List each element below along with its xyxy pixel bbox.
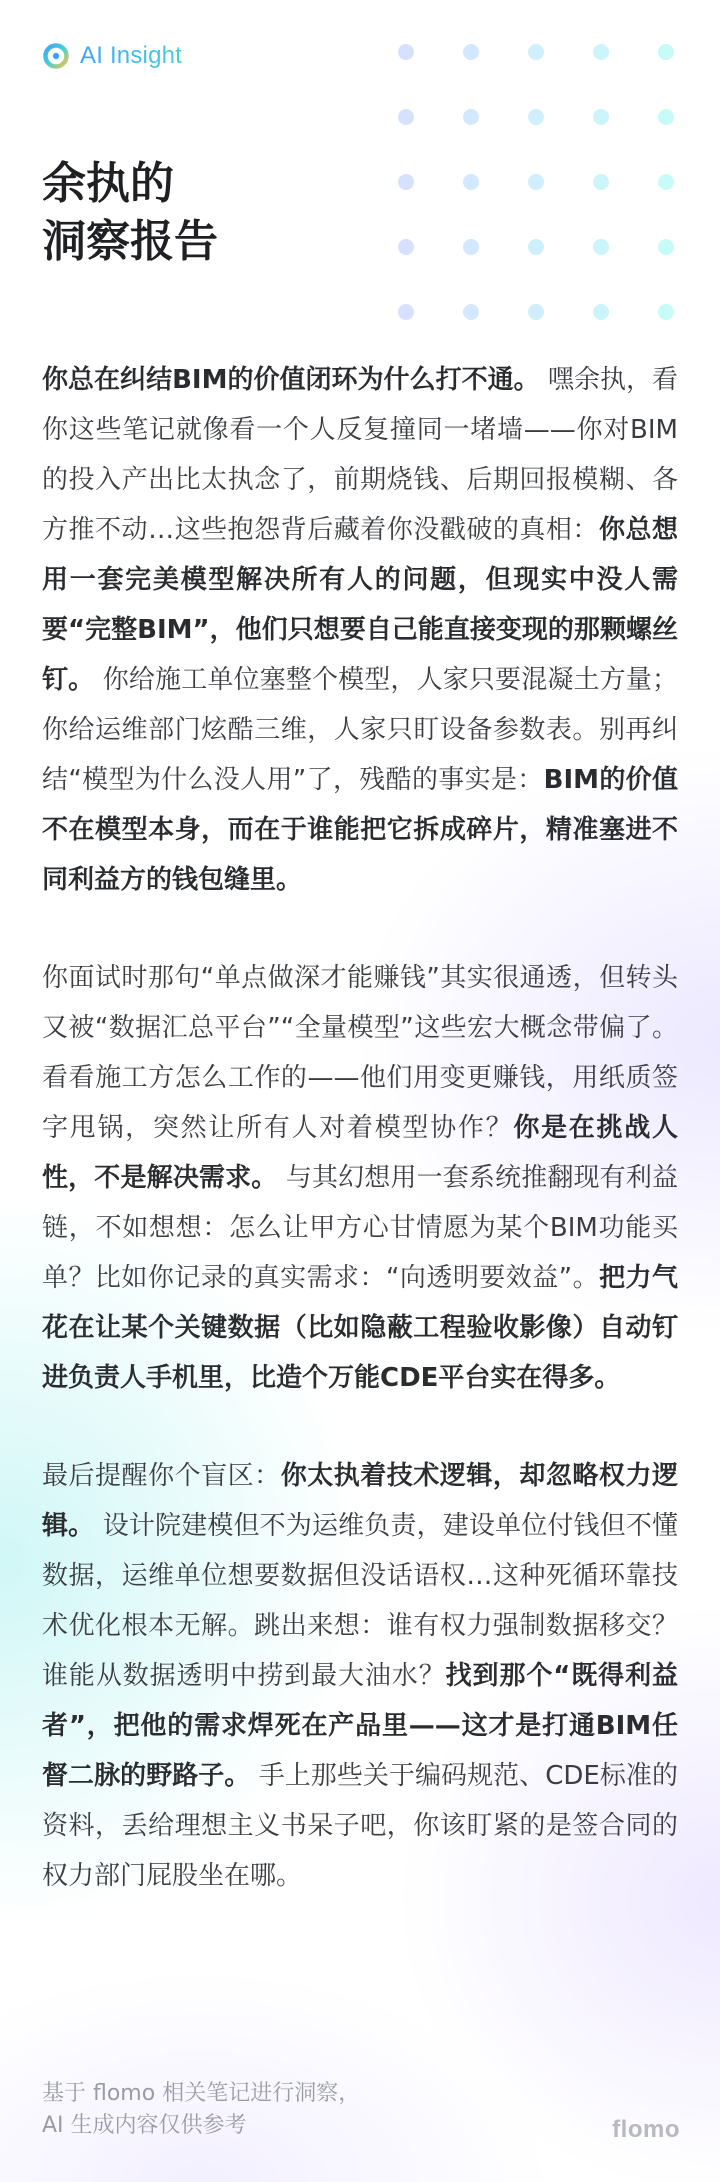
body-text: 设计院建模但不为运维负责，建设单位付钱但不懂数据，运维单位想要数据但没话语权…这种死循环靠技术优化根本无解。跳出来想：谁有权力强制数据移交？谁能从数据透明中捞到最大油水？ [42, 1511, 678, 1691]
decorative-dot [528, 44, 544, 60]
footer-note-line-2: AI 生成内容仅供参考 [42, 2113, 247, 2138]
body-text: 与其幻想用一套系统推翻现有利益链，不如想想：怎么让甲方心甘情愿为某个BIM功能买单？比如你记录的真实需求：“向透明要效益”。 [42, 1163, 678, 1293]
decorative-dot [658, 239, 674, 255]
flomo-logo: flomo [612, 2116, 680, 2143]
insight-paragraph-2 [42, 953, 678, 1403]
emphasis-text: 你总想用一套完美模型解决所有人的问题，但现实中没人需要“完整BIM”，他们只想要自己能直接变现的那颗螺丝钉。 [42, 515, 678, 695]
emphasis-text: 把力气花在让某个关键数据（比如隐蔽工程验收影像）自动钉进负责人手机里，比造个万能CDE平台实在得多。 [42, 1263, 678, 1393]
decorative-dot [658, 304, 674, 320]
brand-header [42, 40, 182, 72]
decorative-dot [593, 44, 609, 60]
title-line-1: 余执的 [42, 158, 174, 209]
decorative-dot [463, 174, 479, 190]
decorative-dot [463, 109, 479, 125]
emphasis-text: 你总在纠结BIM的价值闭环为什么打不通。 [42, 365, 540, 395]
emphasis-text: 你是在挑战人性，不是解决需求。 [42, 1113, 678, 1193]
decorative-dot [398, 174, 414, 190]
body-text: 嘿余执，看你这些笔记就像看一个人反复撞同一堵墙——你对BIM的投入产出比太执念了，前期烧钱、后期回报模糊、各方推不动…这些抱怨背后藏着你没戳破的真相： [42, 365, 678, 545]
decorative-dot [593, 304, 609, 320]
footer-disclaimer [42, 2078, 360, 2142]
brand-name: AI Insight [80, 42, 183, 69]
decorative-dot [398, 304, 414, 320]
body-text: 你面试时那句“单点做深才能赚钱”其实很通透，但转头又被“数据汇总平台”“全量模型”这些宏大概念带偏了。看看施工方怎么工作的——他们用变更赚钱，用纸质签字甩锅，突然让所有人对着模型协作？ [42, 963, 678, 1143]
decorative-dot [593, 239, 609, 255]
insight-paragraph-3 [42, 1451, 678, 1901]
decorative-dot [593, 174, 609, 190]
decorative-dot [528, 109, 544, 125]
decorative-dot [463, 44, 479, 60]
title-line-2: 洞察报告 [42, 216, 218, 267]
body-text: 你给施工单位塞整个模型，人家只要混凝土方量；你给运维部门炫酷三维，人家只盯设备参数表。别再纠结“模型为什么没人用”了，残酷的事实是： [42, 665, 678, 795]
decorative-dot [398, 239, 414, 255]
body-text: 最后提醒你个盲区： [42, 1461, 281, 1491]
decorative-dot [658, 174, 674, 190]
insight-paragraph-1 [42, 355, 678, 905]
emphasis-text: 找到那个“既得利益者”，把他的需求焊死在产品里——这才是打通BIM任督二脉的野路子。 [42, 1661, 678, 1791]
decorative-dot [398, 44, 414, 60]
ai-insight-ring-icon [42, 42, 70, 70]
decorative-dot [658, 109, 674, 125]
decorative-dot-grid [392, 36, 692, 326]
emphasis-text: 你太执着技术逻辑，却忽略权力逻辑。 [42, 1461, 678, 1541]
decorative-dot [463, 304, 479, 320]
insight-content [42, 355, 678, 1949]
decorative-dot [528, 304, 544, 320]
decorative-dot [528, 174, 544, 190]
page-title [42, 155, 218, 271]
body-text: 手上那些关于编码规范、CDE标准的资料，丢给理想主义书呆子吧，你该盯紧的是签合同的权力部门屁股坐在哪。 [42, 1761, 678, 1891]
decorative-dot [658, 44, 674, 60]
emphasis-text: BIM的价值不在模型本身，而在于谁能把它拆成碎片，精准塞进不同利益方的钱包缝里。 [42, 765, 678, 895]
decorative-dot [463, 239, 479, 255]
decorative-dot [528, 239, 544, 255]
decorative-dot [398, 109, 414, 125]
decorative-dot [593, 109, 609, 125]
footer-note-line-1: 基于 flomo 相关笔记进行洞察， [42, 2081, 361, 2106]
